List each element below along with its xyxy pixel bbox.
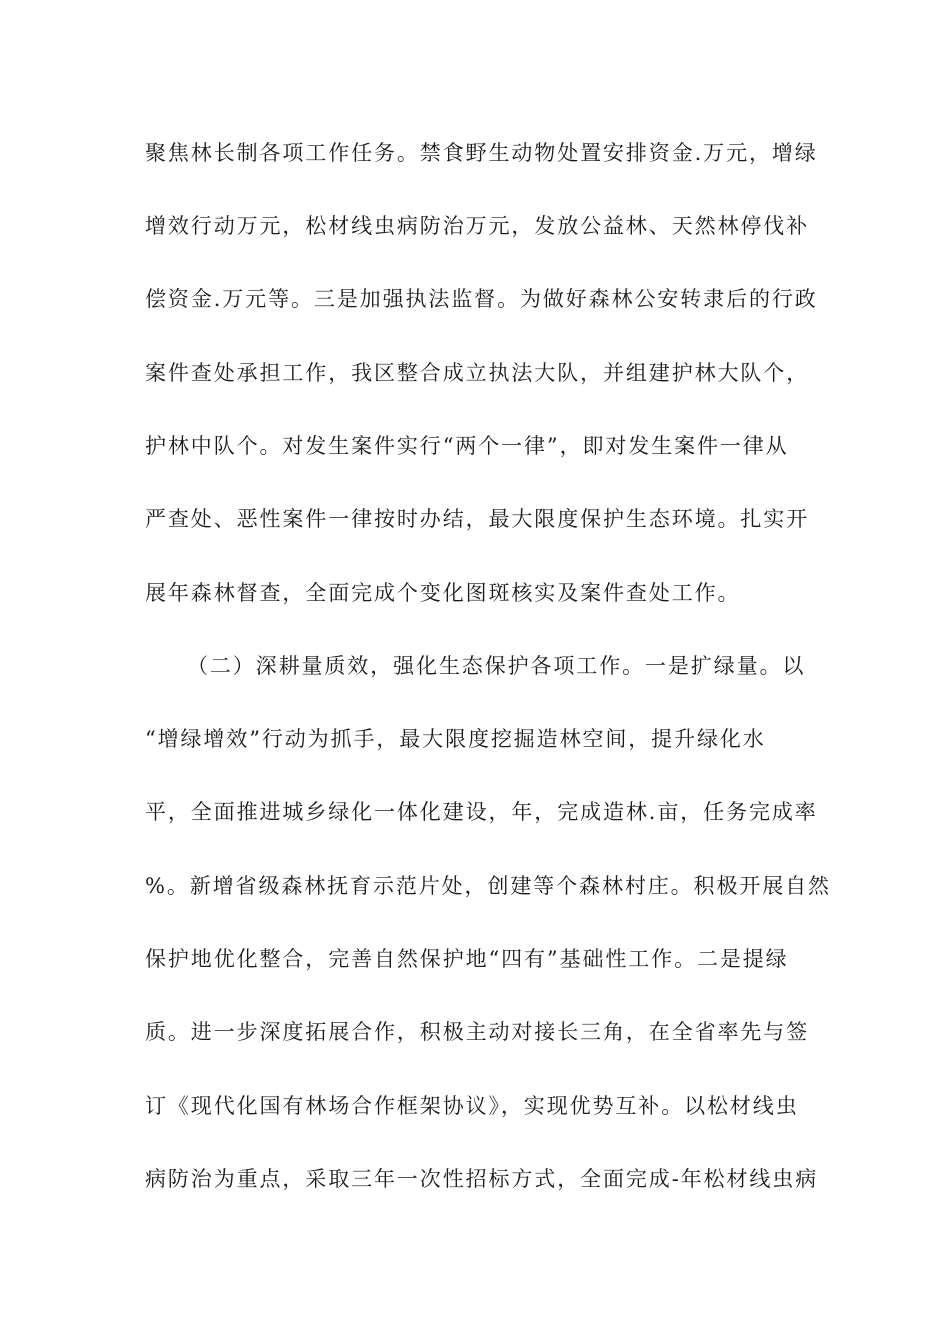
paragraph-line: 护林中队个。对发生案件实行“两个一律”，即对发生案件一律从 [145,434,789,458]
paragraph-line: 质。进一步深度拓展合作，积极主动对接长三角，在全省率先与签 [145,1020,810,1044]
paragraph-line: 偿资金.万元等。三是加强执法监督。为做好森林公安转隶后的行政 [145,287,818,311]
paragraph-line: 增效行动万元，松材线虫病防治万元，发放公益林、天然林停伐补 [145,214,810,238]
paragraph-line: 严查处、恶性案件一律按时办结，最大限度保护生态环境。扎实开 [145,507,810,531]
paragraph-line: “增绿增效”行动为抓手，最大限度挖掘造林空间，提升绿化水 [145,727,766,751]
paragraph-line: 展年森林督查，全面完成个变化图斑核实及案件查处工作。 [145,581,741,605]
paragraph-line: %。新增省级森林抚育示范片处，创建等个森林村庄。积极开展自然 [145,874,831,898]
section-heading-line: （二）深耕量质效，强化生态保护各项工作。一是扩绿量。以 [187,654,806,678]
paragraph-line: 病防治为重点，采取三年一次性招标方式，全面完成-年松材线虫病 [145,1167,819,1191]
paragraph-line: 案件查处承担工作，我区整合成立执法大队，并组建护林大队个， [145,361,810,385]
paragraph-line: 保护地优化整合，完善自然保护地“四有”基础性工作。二是提绿 [145,947,789,971]
paragraph-line: 平，全面推进城乡绿化一体化建设，年，完成造林.亩，任务完成率 [145,800,818,824]
paragraph-line: 订《现代化国有林场合作框架协议》，实现优势互补。以松材线虫 [145,1094,799,1118]
paragraph-line: 聚焦林长制各项工作任务。禁食野生动物处置安排资金.万元，增绿 [145,141,818,165]
